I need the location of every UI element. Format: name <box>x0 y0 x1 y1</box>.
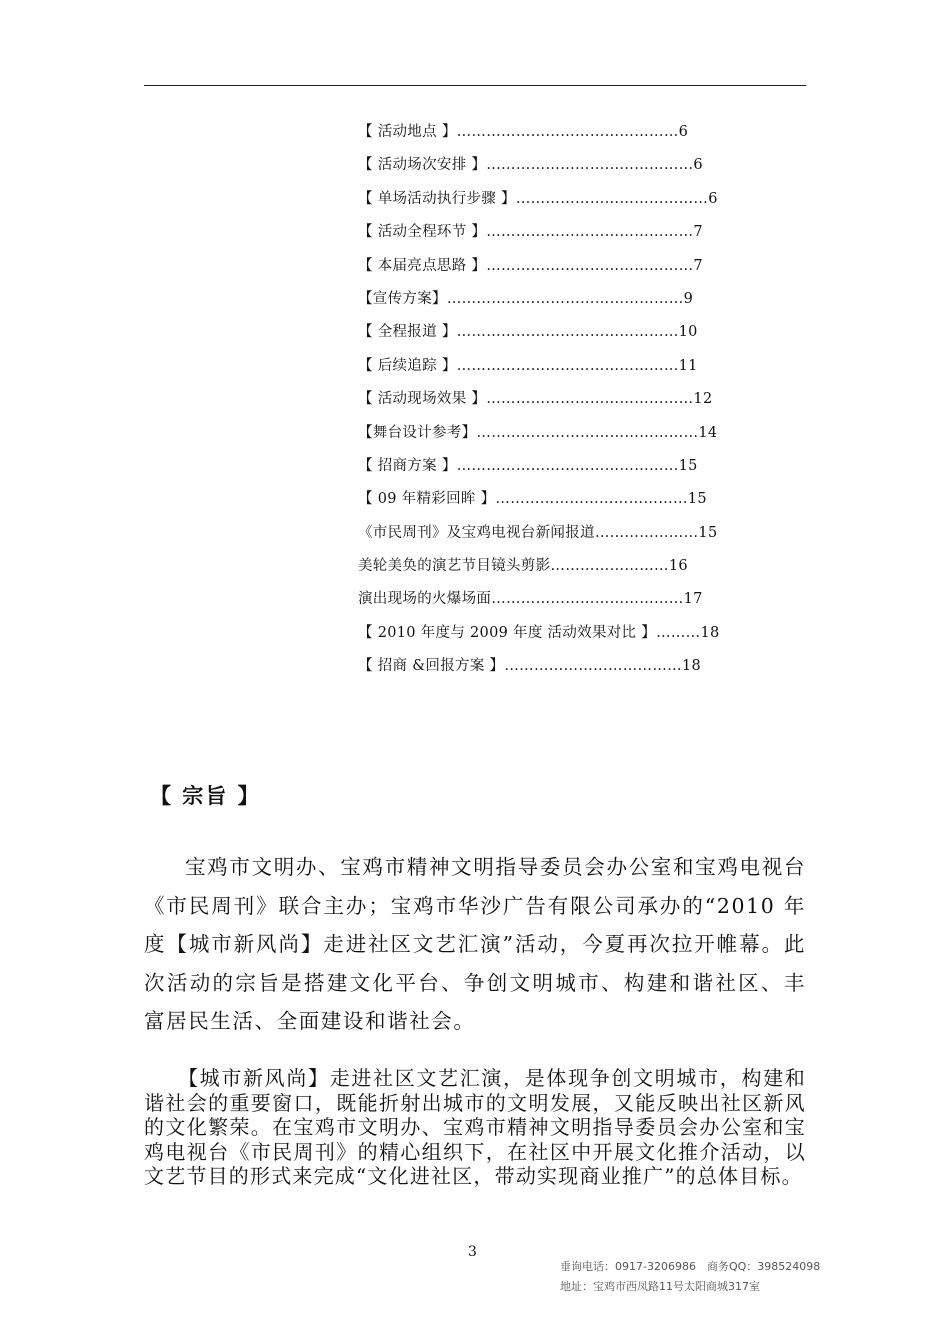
toc-entry[interactable] <box>358 318 778 351</box>
body-paragraph: 【城市新风尚】走进社区文艺汇演，是体现争创文明城市，构建和谐社会的重要窗口，既能折射出城市的文明发展，又能反映出社区新风的文化繁荣。在宝鸡市文明办、宝鸡市精神文明指导委员会办公室和宝鸡电视台《市民周刊》的精心组织下，在社区中开展文化推介活动，以文艺节目的形式来完成“文化进社区，带动实现商业推广”的总体目标。 <box>144 1066 806 1188</box>
toc-entry[interactable] <box>358 352 778 385</box>
toc-page: 14 <box>698 424 718 441</box>
toc-page: 12 <box>693 391 713 408</box>
toc-leader: ……………………………………… <box>476 424 699 441</box>
toc-label: 【 全程报道 】 <box>358 324 457 341</box>
toc-label: 【宣传方案】 <box>358 290 447 307</box>
toc-leader: ……… <box>656 624 701 641</box>
footer-address: 地址：宝鸡市西凤路11号太阳商城317室 <box>560 1280 760 1293</box>
toc-entry[interactable] <box>358 285 778 318</box>
toc-entry[interactable] <box>358 619 778 652</box>
toc-page: 7 <box>693 224 703 241</box>
toc-entry[interactable] <box>358 218 778 251</box>
toc-label: 【 单场活动执行步骤 】 <box>358 190 516 207</box>
section-title: 【 宗旨 】 <box>150 784 261 808</box>
toc-entry[interactable] <box>358 419 778 452</box>
toc-label: 【 后续追踪 】 <box>358 357 457 374</box>
toc-page: 16 <box>668 558 688 575</box>
toc-page: 7 <box>693 257 703 274</box>
toc-page: 15 <box>698 524 718 541</box>
toc-leader: ……………………………………… <box>456 457 679 474</box>
toc-entry[interactable] <box>358 652 778 685</box>
toc-leader: ………………………………… <box>515 190 709 207</box>
toc-entry[interactable] <box>358 385 778 418</box>
toc-page: 18 <box>700 624 720 641</box>
table-of-contents <box>358 118 778 686</box>
page-number: 3 <box>468 1244 477 1260</box>
toc-page: 18 <box>681 658 702 675</box>
toc-leader: …………………………………… <box>486 391 694 408</box>
toc-page: 6 <box>708 190 718 207</box>
toc-page: 9 <box>683 290 694 307</box>
toc-leader: ……………………………… <box>504 658 682 675</box>
toc-entry[interactable] <box>358 552 778 585</box>
toc-label: 【 活动场次安排 】 <box>358 157 487 174</box>
toc-entry[interactable] <box>358 585 778 618</box>
toc-leader: ……………………………………… <box>456 324 679 341</box>
toc-entry[interactable] <box>358 519 778 552</box>
toc-label: 【舞台设计参考】 <box>358 424 477 441</box>
toc-label: 演出现场的火爆场面 <box>358 591 492 608</box>
toc-page: 10 <box>678 324 698 341</box>
toc-page: 11 <box>678 357 698 374</box>
header-rule <box>144 85 806 86</box>
toc-leader: …………………………………… <box>486 224 694 241</box>
toc-label: 【 招商方案 】 <box>358 457 457 474</box>
toc-entry[interactable] <box>358 118 778 151</box>
toc-page: 6 <box>678 124 689 140</box>
toc-entry[interactable] <box>358 452 778 485</box>
toc-page: 15 <box>687 491 707 508</box>
toc-entry[interactable] <box>358 185 778 218</box>
toc-leader: ……………………………………… <box>456 124 679 140</box>
toc-page: 6 <box>693 157 703 174</box>
toc-leader: ………………………………… <box>491 591 684 608</box>
toc-leader: ………………… <box>594 524 699 541</box>
toc-leader: ……………………………………… <box>456 357 679 374</box>
toc-leader: …………………………………… <box>486 257 694 274</box>
toc-page: 15 <box>678 457 698 474</box>
toc-entry[interactable] <box>358 151 778 184</box>
toc-label: 【 活动全程环节 】 <box>358 224 487 241</box>
toc-label: 美轮美奂的演艺节目镜头剪影 <box>358 558 551 575</box>
toc-label: 【 本届亮点思路 】 <box>358 257 487 274</box>
body-paragraph: 宝鸡市文明办、宝鸡市精神文明指导委员会办公室和宝鸡电视台《市民周刊》联合主办；宝鸡市华沙广告有限公司承办的“2010 年度【城市新风尚】走进社区文艺汇演”活动，今夏再次拉开帷幕。此次活动的宗旨是搭建文化平台、争创文明城市、构建和谐社区、丰富居民生活、全面建设和谐社会。 <box>144 855 806 1033</box>
toc-leader: ………………………………… <box>495 491 688 508</box>
toc-label: 【 09 年精彩回眸 】 <box>358 491 496 508</box>
toc-entry[interactable] <box>358 252 778 285</box>
footer-contact: 垂询电话：0917-3206986 商务QQ：398524098 <box>560 1260 821 1273</box>
toc-leader: …………………………………… <box>486 157 694 174</box>
toc-entry[interactable] <box>358 485 778 518</box>
toc-label: 【 招商 &回报方案 】 <box>358 658 505 675</box>
toc-label: 【 活动现场效果 】 <box>358 391 487 408</box>
toc-label: 【 2010 年度与 2009 年度 活动效果对比 】 <box>358 624 657 641</box>
toc-page: 17 <box>683 591 703 608</box>
toc-label: 《市民周刊》及宝鸡电视台新闻报道 <box>358 524 595 541</box>
toc-leader: ………………………………………… <box>446 290 684 307</box>
toc-label: 【 活动地点 】 <box>358 124 457 140</box>
toc-leader: …………………… <box>550 558 669 575</box>
